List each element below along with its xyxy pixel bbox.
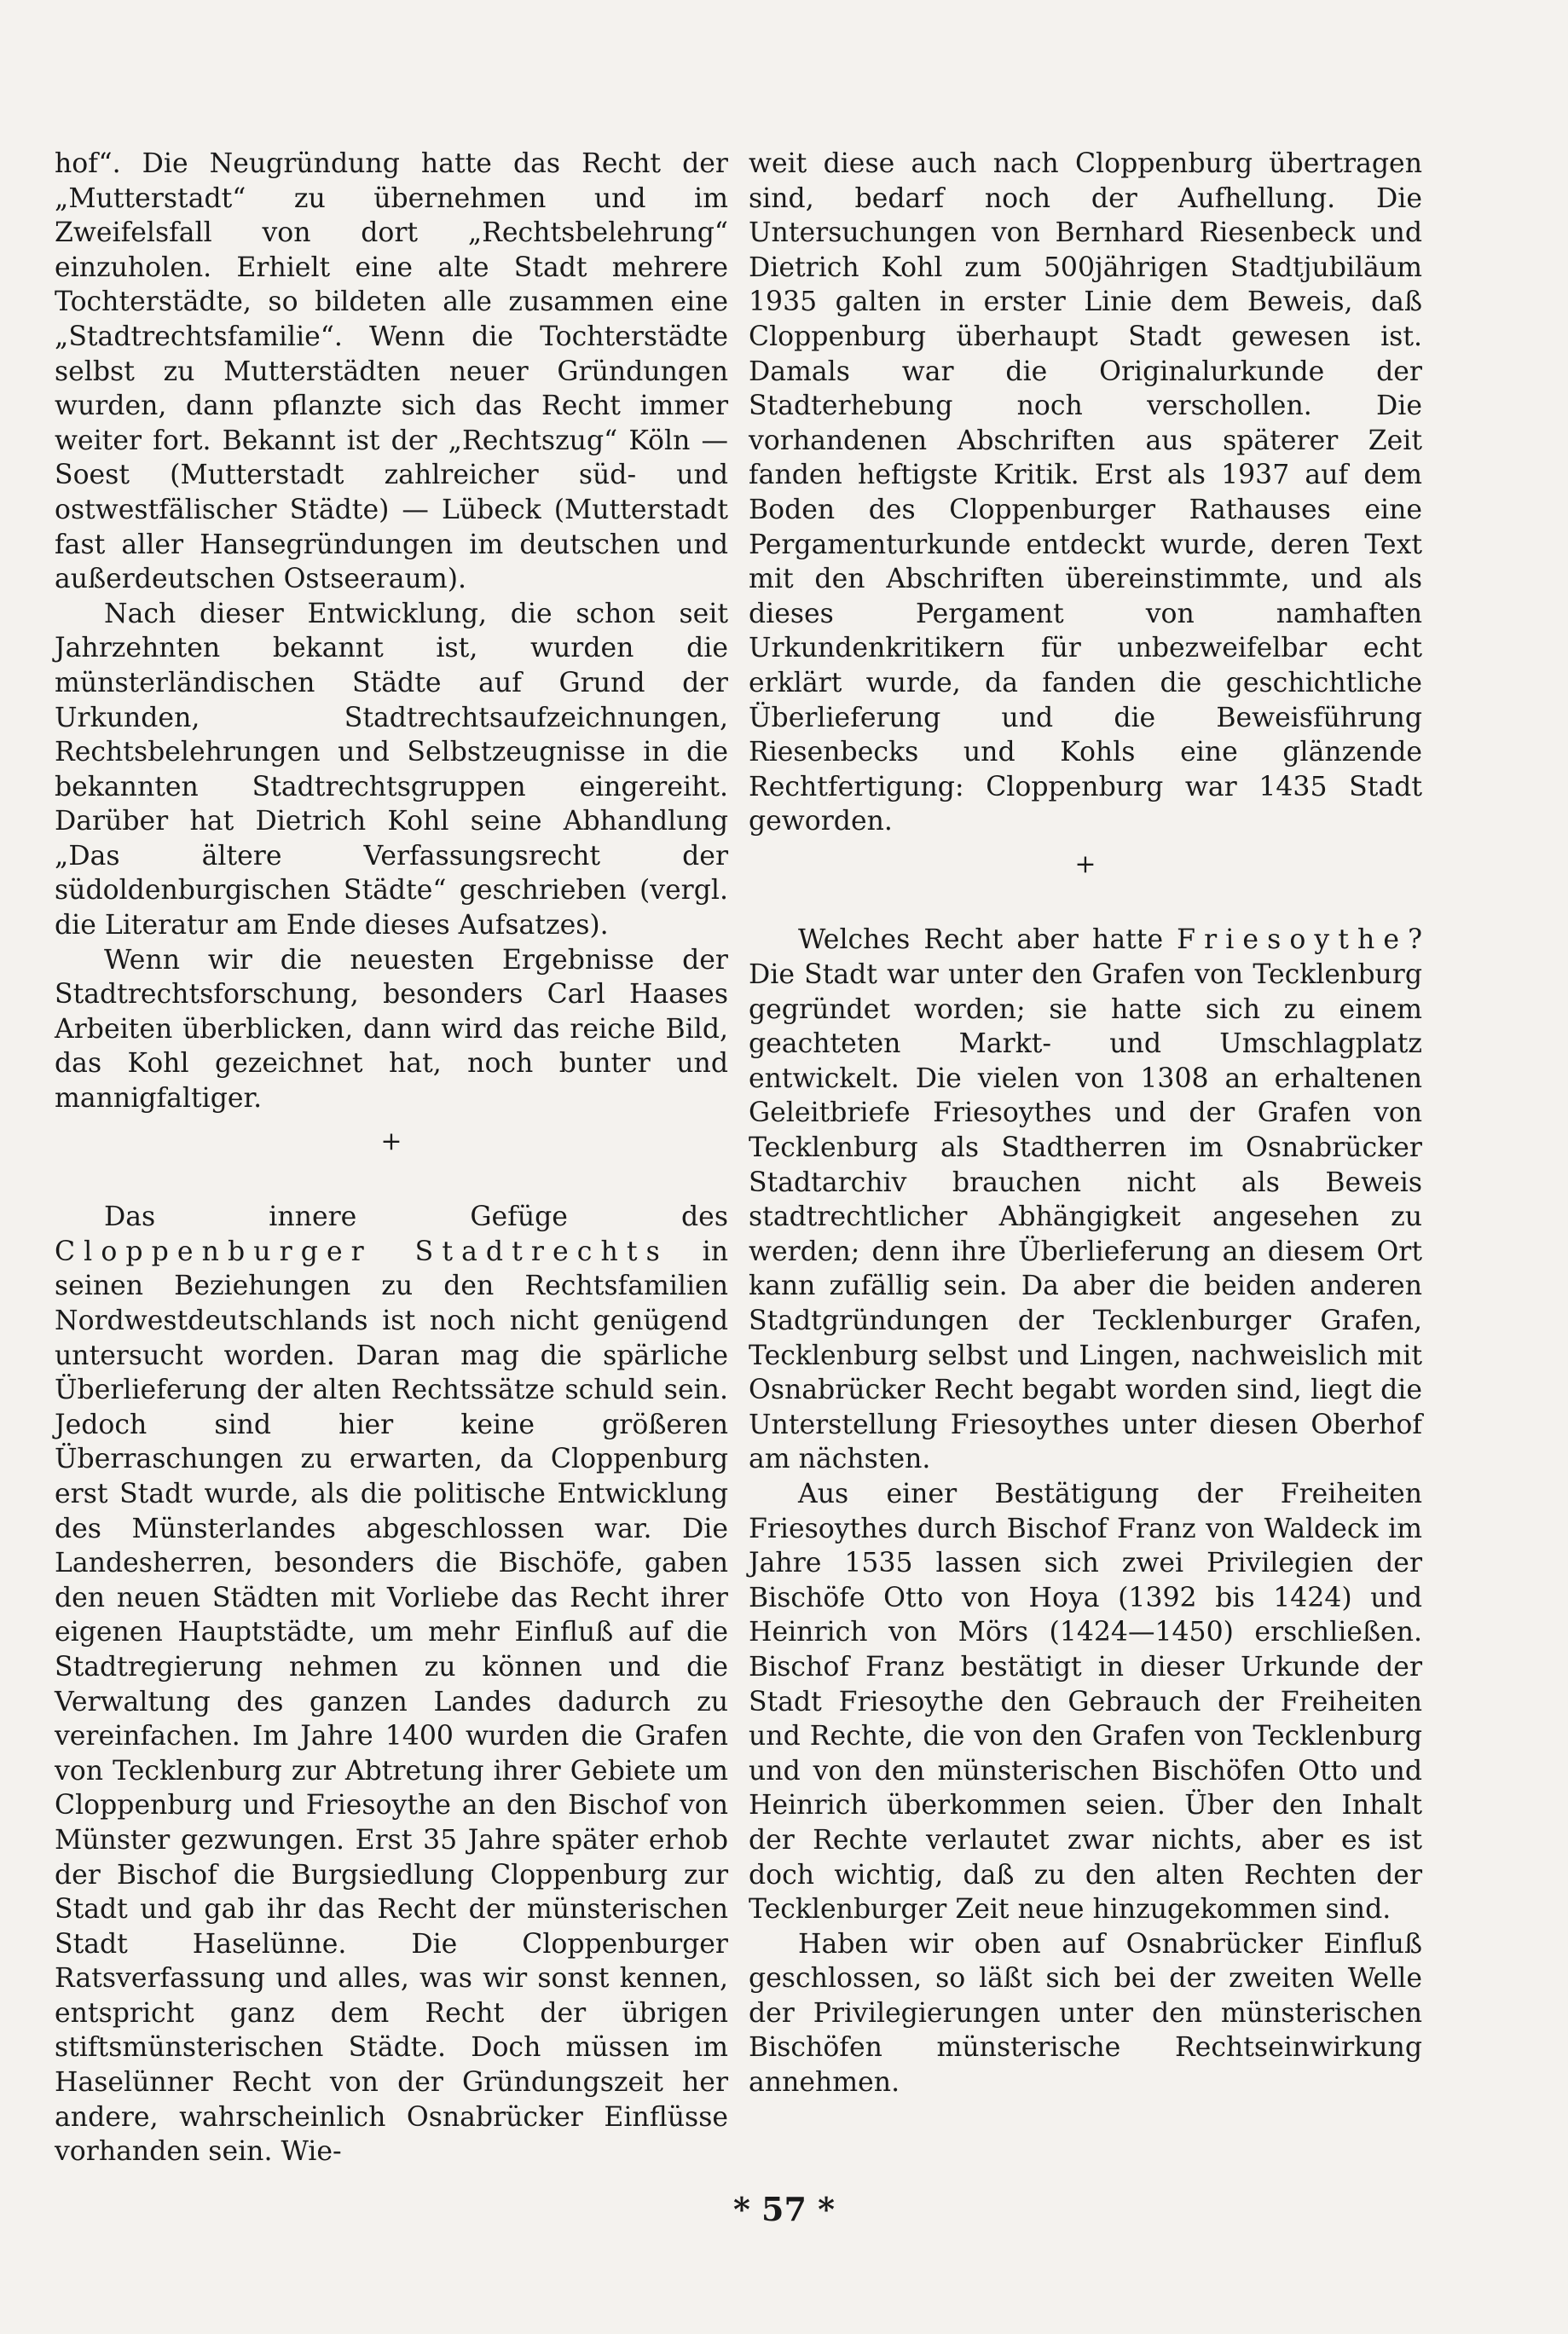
paragraph-cloppenburger-stadtrecht bbox=[55, 1200, 728, 2169]
paragraph-body: ? Die Stadt war unter den Grafen von Tecklenburg gegründet worden; sie hatte sich zu einem geachteten Markt- und Umschlagplatz entwickelt. Die vielen von 1308 an erhaltenen Geleitbriefe Friesoythes und der Grafen von Tecklenburg als Stadtherren im Osnabrücker Stadtarchiv brauchen nicht als Beweis stadtrechtlicher Abhängigkeit angesehen zu werden; denn ihre Überlieferung an diesem Ort kann zufällig sein. Da aber die beiden anderen Stadtgründungen der Tecklenburger Grafen, Tecklenburg selbst und Lingen, nachweislich mit Osnabrücker Recht begabt worden sind, liegt die Unterstellung Friesoythes unter diesen Oberhof am nächsten. bbox=[749, 924, 1422, 1475]
paragraph-bestaetigung-freiheiten: Aus einer Bestätigung der Freiheiten Friesoythes durch Bischof Franz von Waldeck im Jahre 1535 lassen sich zwei Privilegien der Bischöfe Otto von Hoya (1392 bis 1424) und Heinrich von Mörs (1424—1450) erschließen. Bischof Franz bestätigt in dieser Urkunde der Stadt Friesoythe den Gebrauch der Freiheiten und Rechte, die von den Grafen von Tecklenburg und von den münsterischen Bischöfen Otto und Heinrich überkommen seien. Über den Inhalt der Rechte verlautet zwar nichts, aber es ist doch wichtig, daß zu den alten Rechten der Tecklenburger Zeit neue hinzugekommen sind. bbox=[749, 1478, 1422, 1926]
left-column bbox=[55, 147, 728, 2169]
paragraph-body: in seinen Beziehungen zu den Rechtsfamilien Nordwestdeutschlands ist noch nicht genügend untersucht worden. Daran mag die spärliche Überlieferung der alten Rechtssätze schuld sein. Jedoch sind hier keine größeren Überraschungen zu erwarten, da Cloppenburg erst Stadt wurde, als die politische Entwicklung des Münsterlandes abgeschlossen war. Die Landesherren, besonders die Bischöfe, gaben den neuen Städten mit Vorliebe das Recht ihrer eigenen Hauptstädte, um mehr Einfluß auf die Stadtregierung nehmen zu können und die Verwaltung des ganzen Landes dadurch zu vereinfachen. Im Jahre 1400 wurden die Grafen von Tecklenburg zur Abtretung ihrer Gebiete um Cloppenburg und Friesoythe an den Bischof von Münster gezwungen. Erst 35 Jahre später erhob der Bischof die Burgsiedlung Cloppenburg zur Stadt und gab ihr das Recht der münsterischen Stadt Haselünne. Die Cloppenburger Ratsverfassung und alles, was wir sonst kennen, entspricht ganz dem Recht der übrigen stiftsmünsterischen Städte. Doch müssen im Haselünner Recht von der Gründungszeit her andere, wahrscheinlich Osnabrücker Einflüsse vorhanden sein. Wie- bbox=[55, 1236, 729, 2168]
paragraph-muensterlaendische-staedte: Nach dieser Entwicklung, die schon seit Jahrzehnten bekannt ist, wurden die münsterländischen Städte auf Grund der Urkunden, Stadtrechtsaufzeichnungen, Rechtsbelehrungen und Selbstzeugnisse in die bekannten Stadtrechtsgruppen eingereiht. Darüber hat Dietrich Kohl seine Abhandlung „Das ältere Verfassungsrecht der südoldenburgischen Städte“ geschrieben (vergl. die Literatur am Ende dieses Aufsatzes). bbox=[55, 598, 728, 941]
paragraph-friesoythe-recht bbox=[749, 923, 1422, 1477]
paragraph-stadtrechtsforschung: Wenn wir die neuesten Ergebnisse der Stadtrechtsforschung, besonders Carl Haases Arbeiten überblicken, dann wird das reiche Bild, das Kohl gezeichnet hat, noch bunter und mannigfaltiger. bbox=[55, 944, 728, 1115]
section-divider: + bbox=[380, 1126, 402, 1156]
emphasized-term: Friesoythe bbox=[1177, 924, 1409, 956]
paragraph-hof-continuation: hof“. Die Neugründung hatte das Recht der „Mutterstadt“ zu übernehmen und im Zweifelsfall von dort „Rechtsbelehrung“ einzuholen. Erhielt eine alte Stadt mehrere Tochterstädte, so bildeten alle zusammen eine „Stadtrechtsfamilie“. Wenn die Tochterstädte selbst zu Mutterstädten neuer Gründungen wurden, dann pflanzte sich das Recht immer weiter fort. Bekannt ist der „Rechtszug“ Köln — Soest (Mutterstadt zahlreicher süd- und ostwestfälischer Städte) — Lübeck (Mutterstadt fast aller Hansegründungen im deutschen und außerdeutschen Ostseeraum). bbox=[55, 148, 728, 595]
emphasized-term: Cloppenburger Stadtrechts bbox=[55, 1236, 668, 1267]
paragraph-lead-in: Das innere Gefüge des bbox=[104, 1202, 728, 1233]
page-number: * 57 * bbox=[732, 2190, 836, 2228]
section-divider: + bbox=[1074, 848, 1096, 879]
paragraph-lead-in: Welches Recht aber hatte bbox=[798, 924, 1177, 956]
right-column bbox=[749, 147, 1422, 2100]
paragraph-osnabruecker-einfluss: Haben wir oben auf Osnabrücker Einfluß geschlossen, so läßt sich bei der zweiten Welle der Privilegierungen unter den münsterischen Bischöfen münsterische Rechtseinwirkung annehmen. bbox=[749, 1928, 1422, 2099]
paragraph-untersuchungen: weit diese auch nach Cloppenburg übertragen sind, bedarf noch der Aufhellung. Die Untersuchungen von Bernhard Riesenbeck und Dietrich Kohl zum 500jährigen Stadtjubiläum 1935 galten in erster Linie dem Beweis, daß Cloppenburg überhaupt Stadt gewesen ist. Damals war die Originalurkunde der Stadterhebung noch verschollen. Die vorhandenen Abschriften aus späterer Zeit fanden heftigste Kritik. Erst als 1937 auf dem Boden des Cloppenburger Rathauses eine Pergamenturkunde entdeckt wurde, deren Text mit den Abschriften übereinstimmte, und als dieses Pergament von namhaften Urkundenkritikern für unbezweifelbar echt erklärt wurde, da fanden die geschichtliche Überlieferung und die Beweisführung Riesenbecks und Kohls eine glänzende Rechtfertigung: Cloppenburg war 1435 Stadt geworden. bbox=[749, 148, 1422, 837]
